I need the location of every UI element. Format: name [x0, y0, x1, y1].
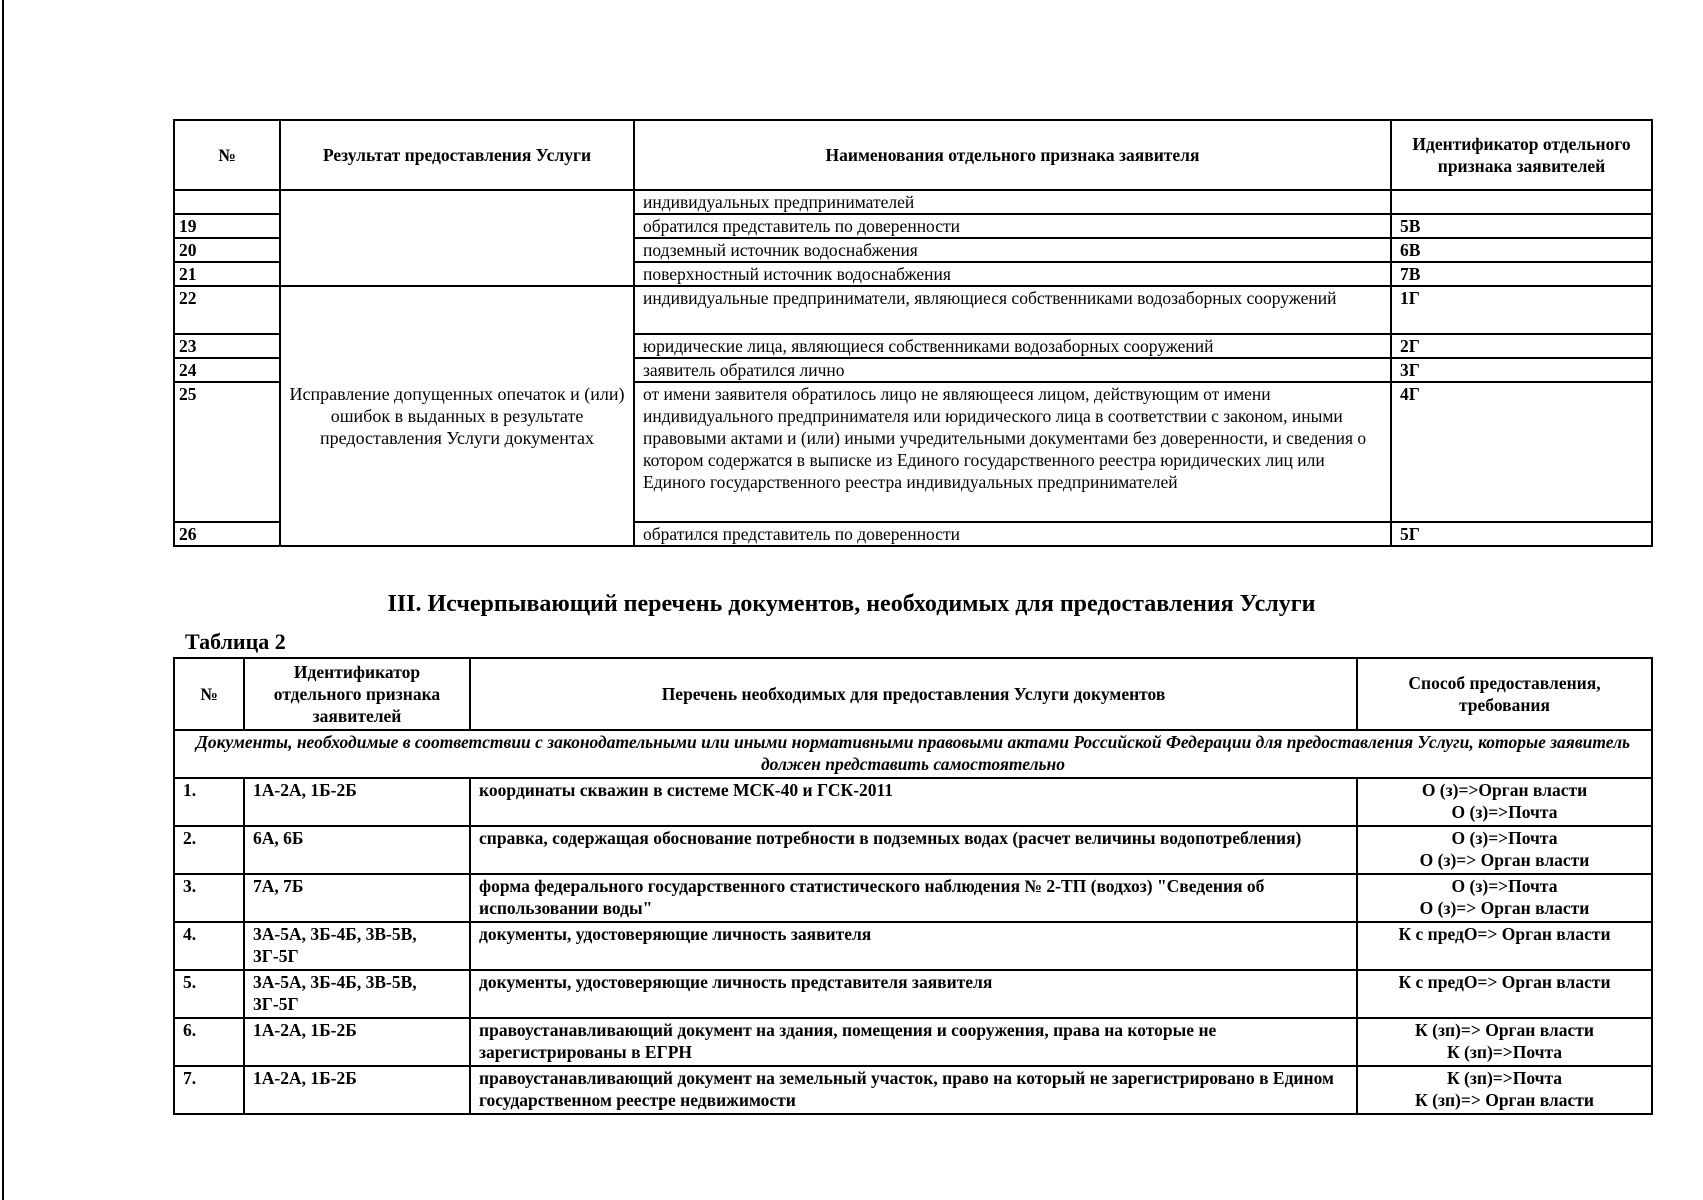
header-identifier: Идентификатор отдельного признака заявителей [1391, 120, 1652, 190]
table-row [174, 190, 1652, 214]
header-attribute-name: Наименования отдельного признака заявителя [634, 120, 1391, 190]
row-document: форма федерального государственного статистического наблюдения № 2-ТП (водхоз) "Сведения об использовании воды" [470, 874, 1357, 922]
row-code: 2Г [1391, 334, 1652, 358]
header-documents: Перечень необходимых для предоставления Услуги документов [470, 658, 1357, 730]
method-line: К с предО=> Орган власти [1398, 972, 1611, 992]
row-no: 2. [174, 826, 244, 874]
row-no: 22 [174, 286, 280, 334]
row-code: 6В [1391, 238, 1652, 262]
method-line: О (з)=>Почта [1451, 828, 1558, 848]
table-row [174, 826, 1652, 874]
section-title: III. Исчерпывающий перечень документов, необходимых для предоставления Услуги [387, 591, 1316, 617]
row-method [1357, 970, 1652, 1018]
table-row [174, 970, 1652, 1018]
row-document: координаты скважин в системе МСК-40 и ГСК-2011 [470, 778, 1357, 826]
row-method [1357, 922, 1652, 970]
method-line: О (з)=>Орган власти [1421, 780, 1588, 800]
row-method [1357, 1018, 1652, 1066]
row-document: документы, удостоверяющие личность заявителя [470, 922, 1357, 970]
row-identifier: 6А, 6Б [244, 826, 470, 874]
table-caption: Таблица 2 [185, 629, 286, 654]
row-attribute: поверхностный источник водоснабжения [634, 262, 1391, 286]
row-no: 24 [174, 358, 280, 382]
row-code: 5В [1391, 214, 1652, 238]
method-line: К (зп)=>Почта [1446, 1042, 1563, 1062]
row-attribute: подземный источник водоснабжения [634, 238, 1391, 262]
row-code: 3Г [1391, 358, 1652, 382]
method-line: О (з)=> Орган власти [1419, 850, 1590, 870]
row-no: 19 [174, 214, 280, 238]
row-attribute: обратился представитель по доверенности [634, 522, 1391, 546]
row-no: 5. [174, 970, 244, 1018]
row-code: 7В [1391, 262, 1652, 286]
row-no: 23 [174, 334, 280, 358]
row-no: 25 [174, 382, 280, 522]
header-result: Результат предоставления Услуги [280, 120, 634, 190]
method-line: О (з)=>Почта [1451, 876, 1558, 896]
table-header-row [174, 658, 1652, 730]
row-no: 3. [174, 874, 244, 922]
row-no: 1. [174, 778, 244, 826]
row-document: правоустанавливающий документ на земельный участок, право на который не зарегистрировано в Едином государственном реестре недвижимости [470, 1066, 1357, 1114]
header-no: № [174, 120, 280, 190]
row-no: 7. [174, 1066, 244, 1114]
result-correction-cell: Исправление допущенных опечаток и (или) ошибок в выданных в результате предоставления Услуги документах [280, 286, 634, 546]
row-attribute: индивидуальных предпринимателей [634, 190, 1391, 214]
applicant-attributes-table [173, 119, 1653, 547]
table-row [174, 286, 1652, 334]
row-identifier: 3А-5А, 3Б-4Б, 3В-5В, 3Г-5Г [244, 970, 470, 1018]
row-code: 1Г [1391, 286, 1652, 334]
row-identifier: 1А-2А, 1Б-2Б [244, 1066, 470, 1114]
required-documents-table [173, 657, 1653, 1115]
row-no: 4. [174, 922, 244, 970]
row-no: 6. [174, 1018, 244, 1066]
row-attribute: от имени заявителя обратилось лицо не являющееся лицом, действующим от имени индивидуального предпринимателя или юридического лица в соответствии с законом, иными правовыми актами и (или) иными учредительными документами без доверенности, и сведения о котором содержатся в выписке из Единого государственного реестра юридических лиц или Единого государственного реестра индивидуальных предпринимателей [634, 382, 1391, 522]
table-row [174, 922, 1652, 970]
row-code: 5Г [1391, 522, 1652, 546]
method-line: О (з)=> Орган власти [1419, 898, 1590, 918]
row-identifier: 1А-2А, 1Б-2Б [244, 1018, 470, 1066]
method-line: К (зп)=> Орган власти [1415, 1020, 1594, 1040]
row-document: справка, содержащая обоснование потребности в подземных водах (расчет величины водопотребления) [470, 826, 1357, 874]
section-row-text: Документы, необходимые в соответствии с законодательными или иными нормативными правовыми актами Российской Федерации для предоставления Услуги, которые заявитель должен представить самостоятельно [174, 730, 1652, 778]
table-row [174, 778, 1652, 826]
row-identifier: 1А-2А, 1Б-2Б [244, 778, 470, 826]
method-line: К (зп)=>Почта [1446, 1068, 1563, 1088]
table-row [174, 1066, 1652, 1114]
row-identifier: 3А-5А, 3Б-4Б, 3В-5В, 3Г-5Г [244, 922, 470, 970]
header-identifier: Идентификатор отдельного признака заявителей [244, 658, 470, 730]
method-line: О (з)=>Почта [1451, 802, 1558, 822]
section-row [174, 730, 1652, 778]
row-document: документы, удостоверяющие личность представителя заявителя [470, 970, 1357, 1018]
row-method [1357, 778, 1652, 826]
row-no: 20 [174, 238, 280, 262]
row-no: 21 [174, 262, 280, 286]
row-attribute: обратился представитель по доверенности [634, 214, 1391, 238]
row-document: правоустанавливающий документ на здания, помещения и сооружения, права на которые не зарегистрированы в ЕГРН [470, 1018, 1357, 1066]
row-method [1357, 826, 1652, 874]
row-attribute: юридические лица, являющиеся собственниками водозаборных сооружений [634, 334, 1391, 358]
row-no [174, 190, 280, 214]
header-method: Способ предоставления, требования [1357, 658, 1652, 730]
row-identifier: 7А, 7Б [244, 874, 470, 922]
row-attribute: заявитель обратился лично [634, 358, 1391, 382]
row-no: 26 [174, 522, 280, 546]
row-code: 4Г [1391, 382, 1652, 522]
method-line: К с предО=> Орган власти [1398, 924, 1611, 944]
row-method [1357, 1066, 1652, 1114]
header-no: № [174, 658, 244, 730]
table-row [174, 874, 1652, 922]
table-row [174, 1018, 1652, 1066]
result-cell-continued [280, 190, 634, 286]
row-attribute: индивидуальные предприниматели, являющиеся собственниками водозаборных сооружений [634, 286, 1391, 334]
row-method [1357, 874, 1652, 922]
method-line: К (зп)=> Орган власти [1415, 1090, 1594, 1110]
table-header-row [174, 120, 1652, 190]
row-code [1391, 190, 1652, 214]
